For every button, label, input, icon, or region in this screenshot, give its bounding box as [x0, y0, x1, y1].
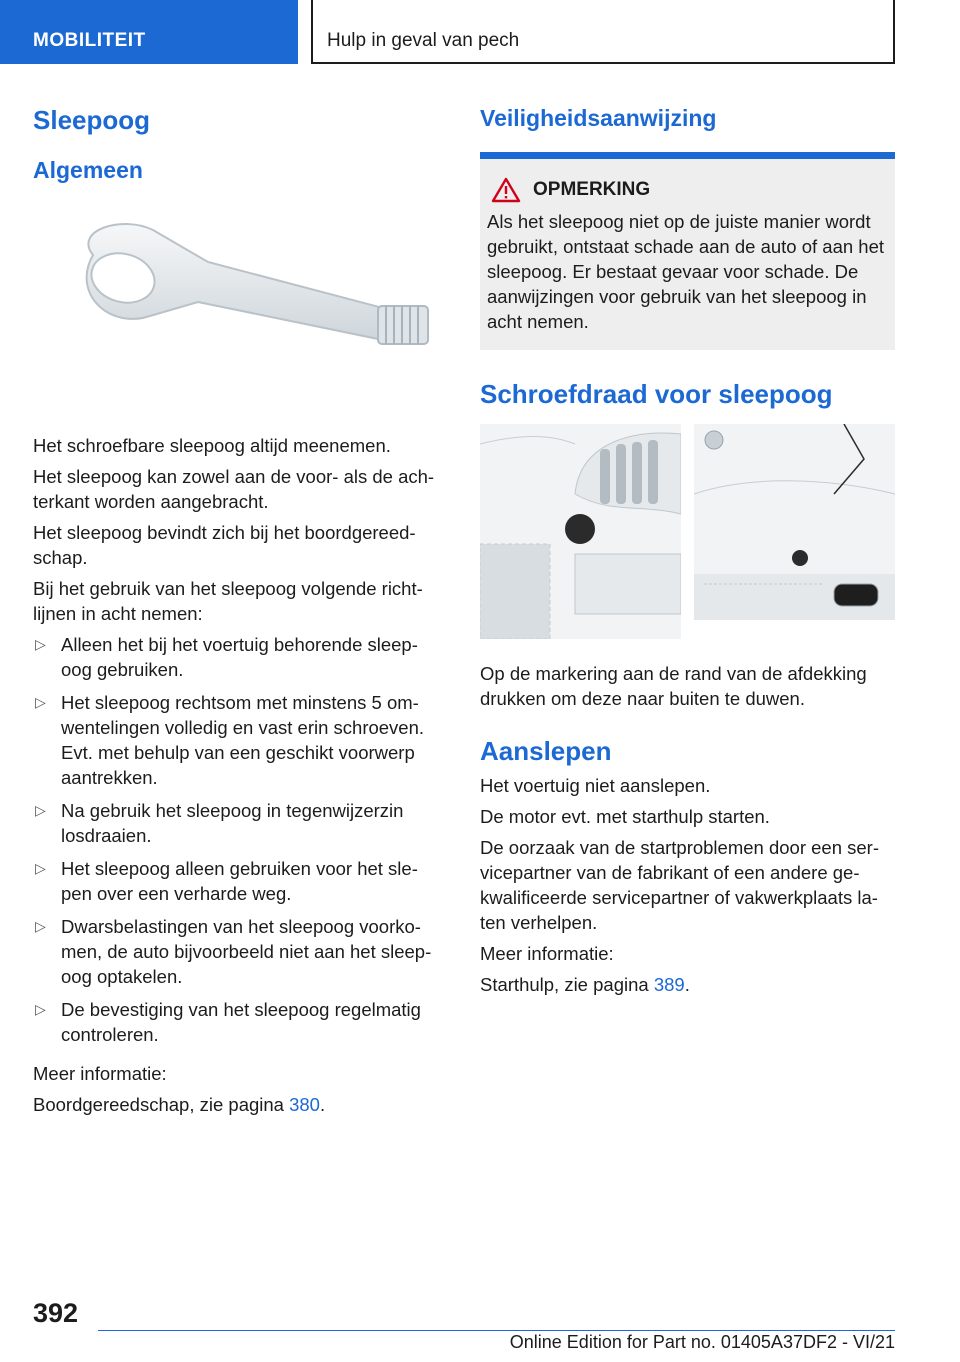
- footer-edition: Online Edition for Part no. 01405A37DF2 - VI/21: [509, 1332, 895, 1352]
- section-title-aanslepen: Aanslepen: [480, 736, 612, 766]
- footer-divider: [98, 1330, 895, 1331]
- reference-boordgereedschap: Boordgereedschap, zie pagina 380.: [33, 1094, 326, 1115]
- thread-photos: [480, 424, 895, 639]
- paragraph-3: Het sleepoog bevindt zich bij het boordgereed‐schap.: [33, 522, 416, 568]
- list-item: ▷ De bevestiging van het sleepoog regelmatig controleren.: [35, 999, 421, 1045]
- triangle-bullet-icon: ▷: [35, 802, 46, 818]
- list-item: ▷ Het sleepoog alleen gebruiken voor het sle‐pen over een verharde weg.: [35, 858, 418, 904]
- triangle-bullet-icon: ▷: [35, 694, 46, 710]
- reference-starthulp: Starthulp, zie pagina 389.: [480, 974, 690, 995]
- list-item: ▷ Alleen het bij het voertuig behorende sleep‐oog gebruiken.: [35, 634, 418, 680]
- tow-hook-illustration: [33, 200, 438, 410]
- guideline-list: [33, 632, 438, 1047]
- blue-divider: [480, 152, 895, 159]
- section-title-schroefdraad: Schroefdraad voor sleepoog: [480, 379, 833, 409]
- page-link-389[interactable]: 389: [653, 974, 685, 995]
- front-bumper-photo: [480, 424, 681, 639]
- towing-paragraph-2: De motor evt. met starthulp starten.: [480, 806, 770, 827]
- thread-instruction: Op de markering aan de rand van de afdekking drukken om deze naar buiten te duwen.: [480, 663, 867, 709]
- header-section-tab: [0, 0, 298, 64]
- list-item: ▷ Dwarsbelastingen van het sleepoog voorko‐men, de auto bijvoorbeeld niet aan het sleep‐oog optakelen.: [35, 916, 432, 987]
- section-title-sleepoog: Sleepoog: [33, 105, 151, 135]
- header-chapter-label: Hulp in geval van pech: [327, 30, 520, 51]
- warning-triangle-icon: [491, 177, 521, 203]
- notice-box: [480, 159, 895, 350]
- section-title-veiligheid: Veiligheidsaanwijzing: [480, 105, 717, 131]
- towing-paragraph-1: Het voertuig niet aanslepen.: [480, 775, 711, 796]
- notice-text: Als het sleepoog niet op de juiste manier wordt gebruikt, ontstaat schade aan de auto of aan het sleepoog. Er bestaat gevaar voor schade. De aanwijzingen voor gebruik van het sleepoog in acht nemen.: [487, 211, 885, 332]
- more-info-label: Meer informatie:: [33, 1063, 167, 1084]
- triangle-bullet-icon: ▷: [35, 918, 46, 934]
- triangle-bullet-icon: ▷: [35, 1001, 46, 1017]
- page-number: 392: [33, 1298, 79, 1328]
- subsection-title-algemeen: Algemeen: [33, 157, 143, 183]
- rear-bumper-photo: [694, 424, 895, 620]
- paragraph-1: Het schroefbare sleepoog altijd meenemen.: [33, 435, 391, 456]
- notice-title: OPMERKING: [533, 179, 651, 200]
- paragraph-4: Bij het gebruik van het sleepoog volgende richt‐lijnen in acht nemen:: [33, 578, 423, 624]
- towing-paragraph-4: Meer informatie:: [480, 943, 614, 964]
- left-column: [33, 98, 438, 1123]
- header-section-label: MOBILITEIT: [33, 30, 146, 51]
- paragraph-2: Het sleepoog kan zowel aan de voor- als de ach‐terkant worden aangebracht.: [33, 466, 435, 512]
- triangle-bullet-icon: ▷: [35, 636, 46, 652]
- list-item: ▷ Na gebruik het sleepoog in tegenwijzerzin losdraaien.: [35, 800, 404, 846]
- list-item: ▷ Het sleepoog rechtsom met minstens 5 om‐wentelingen volledig en vast erin schroeven. Evt. met behulp van een geschikt voorwerp aantrekken.: [35, 692, 425, 788]
- right-column: [480, 98, 895, 1003]
- page-link-380[interactable]: 380: [289, 1094, 320, 1115]
- towing-paragraph-3: De oorzaak van de startproblemen door een ser‐vicepartner van de fabrikant of een andere ge‐kwalificeerde servicepartner of vakwerkplaats la‐ten verhelpen.: [480, 837, 879, 933]
- header-chapter-box: [311, 0, 895, 64]
- triangle-bullet-icon: ▷: [35, 860, 46, 876]
